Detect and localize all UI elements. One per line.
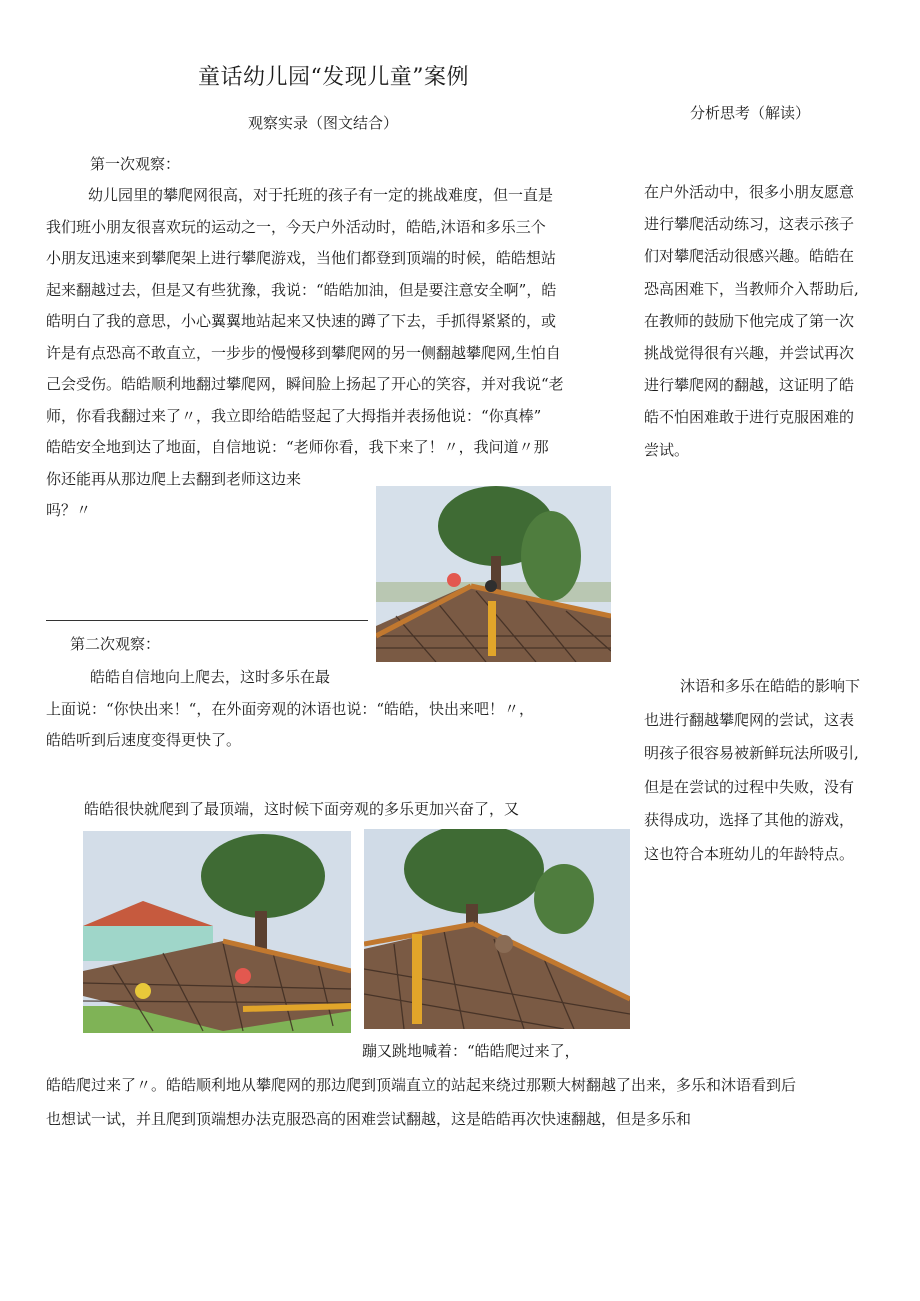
section-divider	[46, 620, 368, 621]
text-line: 这也符合本班幼儿的年龄特点。	[644, 844, 855, 863]
observation1-text	[46, 180, 564, 527]
text-line: 在户外活动中，很多小朋友愿意	[644, 183, 855, 201]
observation2-text	[46, 662, 534, 757]
text-line: 你还能再从那边爬上去翻到老师这边来	[46, 469, 302, 488]
text-line: 许是有点恐高不敢直立，一步步的慢慢移到攀爬网的另一侧翻越攀爬网,生怕自	[46, 343, 561, 362]
text-line: 明孩子很容易被新鲜玩法所吸引,	[644, 744, 859, 762]
climbing-net-photo-1	[376, 486, 611, 662]
text-line: 也进行翻越攀爬网的尝试，这表	[644, 710, 855, 729]
observation2-heading: 第二次观察：	[70, 635, 161, 653]
text-line: 起来翻越过去，但是又有些犹豫，我说：“皓皓加油，但是要注意安全啊”，皓	[46, 280, 557, 299]
text-line: 皓皓听到后速度变得更快了。	[46, 731, 242, 749]
text-line: 皓明白了我的意思，小心翼翼地站起来又快速的蹲了下去，手抓得紧紧的，或	[46, 312, 557, 330]
text-line: 在教师的鼓励下他完成了第一次	[644, 311, 855, 330]
observation-column-heading: 观察实录（图文结合）	[248, 114, 399, 132]
observation2-line	[84, 794, 519, 826]
text-line: 师，你看我翻过来了〃，我立即给皓皓竖起了大拇指并表扬他说：“你真棒”	[46, 406, 542, 425]
text-line: 皓皓安全地到达了地面，自信地说：“老师你看，我下来了！〃，我问道〃那	[46, 438, 549, 456]
text-line: 皓皓很快就爬到了最顶端，这时候下面旁观的多乐更加兴奋了，又	[84, 800, 520, 818]
text-line: 挑战觉得很有兴趣，并尝试再次	[644, 344, 855, 363]
text-line: 皓皓自信地向上爬去，这时多乐在最	[90, 668, 331, 686]
text-line: 也想试一试，并且爬到顶端想办法克服恐高的困难尝试翻越，这是皓皓再次快速翻越，但是多乐和	[46, 1110, 692, 1128]
climbing-net-photo-2	[83, 831, 351, 1033]
text-line: 进行攀爬活动练习，这表示孩子	[644, 215, 855, 234]
text-line: 吗？〃	[46, 501, 92, 519]
text-line: 我们班小朋友很喜欢玩的运动之一，今天户外活动时，皓皓,沐语和多乐三个	[46, 217, 546, 236]
text-line: 幼儿园里的攀爬网很高，对于托班的孩子有一定的挑战难度，但一直是	[88, 186, 554, 204]
analysis1-text	[644, 176, 859, 466]
text-line: 皓皓爬过来了〃。皓皓顺利地从攀爬网的那边爬到顶端直立的站起来绕过那颗大树翻越了出来，多乐和沐语看到后	[46, 1076, 797, 1094]
text-line: 蹦又跳地喊着：“皓皓爬过来了，	[362, 1042, 580, 1060]
text-line: 皓不怕困难敢于进行克服困难的	[644, 408, 855, 427]
text-line: 进行攀爬网的翻越，这证明了皓	[644, 376, 855, 395]
observation1-heading: 第一次观察：	[90, 155, 181, 173]
text-line: 己会受伤。皓皓顺利地翻过攀爬网，瞬间脸上扬起了开心的笑容，并对我说“老	[46, 375, 564, 393]
text-line: 恐高困难下，当教师介入帮助后,	[644, 279, 859, 298]
climbing-net-photo-3	[364, 829, 630, 1029]
text-line: 获得成功，选择了其他的游戏，	[644, 811, 855, 829]
observation2-line	[362, 1036, 580, 1068]
analysis-column-heading: 分析思考（解读）	[690, 104, 811, 122]
text-line: 上面说：“你快出来！“，在外面旁观的沐语也说：“皓皓，快出来吧！〃，	[46, 699, 535, 718]
text-line: 沐语和多乐在皓皓的影响下	[680, 677, 861, 695]
observation2-bottom-text	[46, 1068, 796, 1136]
text-line: 小朋友迅速来到攀爬架上进行攀爬游戏，当他们都登到顶端的时候，皓皓想站	[46, 249, 557, 267]
text-line: 尝试。	[644, 440, 690, 459]
analysis2-text	[644, 670, 860, 871]
text-line: 但是在尝试的过程中失败，没有	[644, 777, 855, 796]
page-title: 童话幼儿园“发现儿童”案例	[198, 65, 469, 90]
text-line: 们对攀爬活动很感兴趣。皓皓在	[644, 247, 855, 266]
